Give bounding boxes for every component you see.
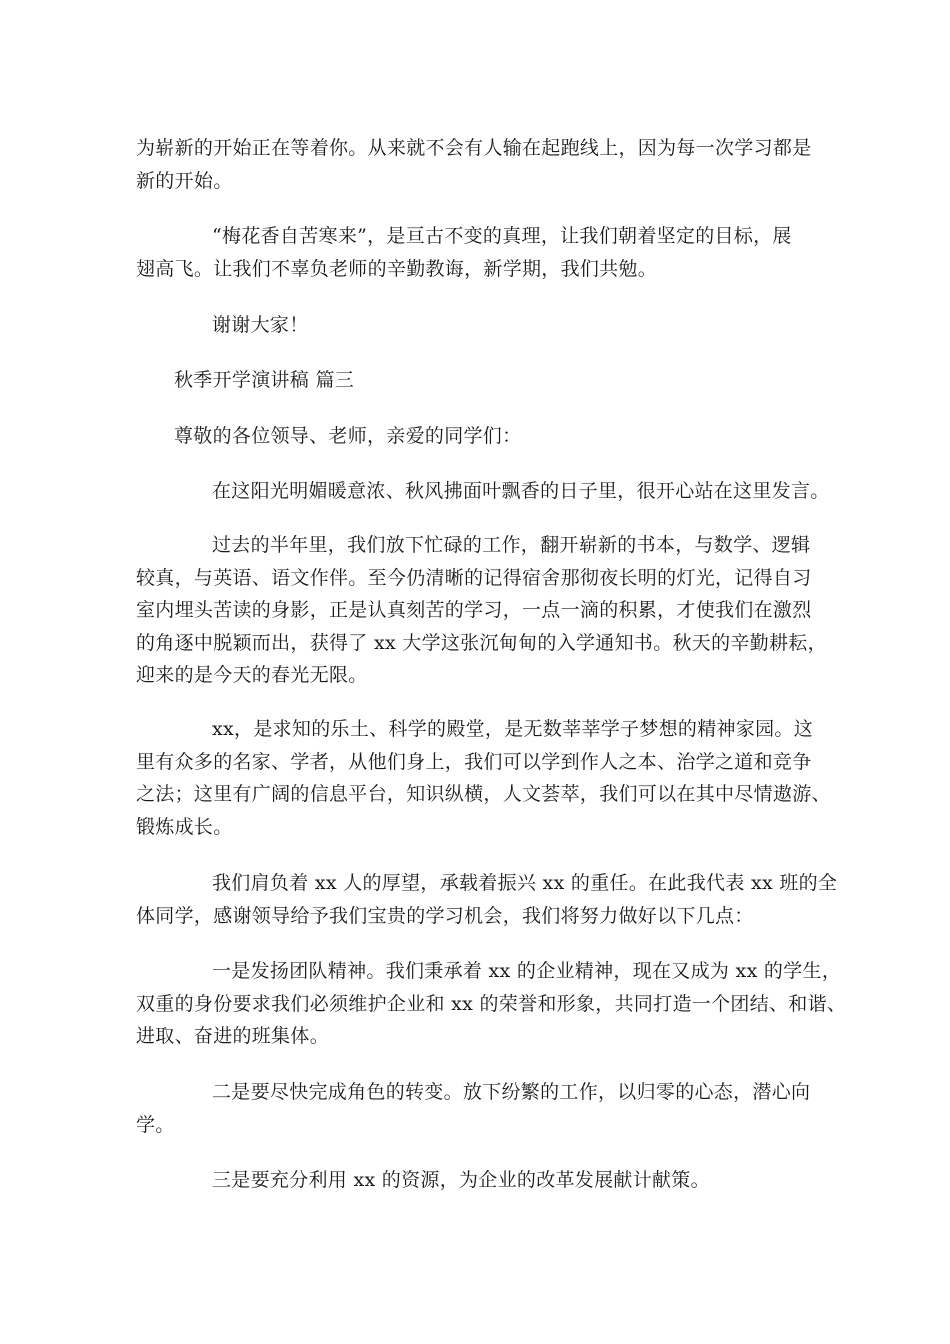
text-line: 二是要尽快完成角色的转变。放下纷繁的工作，以归零的心态，潜心向	[212, 1081, 811, 1103]
text-line: 三是要充分利用 xx 的资源，为企业的改革发展献计献策。	[212, 1169, 710, 1191]
paragraph	[136, 132, 816, 197]
paragraph	[136, 1164, 816, 1197]
paragraph	[136, 1076, 816, 1141]
text-line: 过去的半年里，我们放下忙碌的工作，翻开崭新的书本，与数学、逻辑	[212, 534, 811, 556]
text-line: 在这阳光明媚暖意浓、秋风拂面叶飘香的日子里，很开心站在这里发言。	[212, 480, 830, 502]
text-line: 翅高飞。让我们不辜负老师的辛勤教诲，新学期，我们共勉。	[136, 257, 658, 280]
text-line: 新的开始。	[136, 169, 233, 192]
text-line: 秋季开学演讲稿 篇三	[174, 369, 355, 391]
text-line: 的角逐中脱颖而出，获得了 xx 大学这张沉甸甸的入学通知书。秋天的辛勤耕耘，	[136, 631, 827, 654]
text-line: 尊敬的各位领导、老师，亲爱的同学们：	[174, 425, 522, 447]
text-line: “梅花香自苦寒来”，是亘古不变的真理，让我们朝着坚定的目标，展	[212, 225, 792, 247]
paragraph	[136, 309, 816, 342]
text-line: 一是发扬团队精神。我们秉承着 xx 的企业精神，现在又成为 xx 的学生，	[212, 960, 842, 982]
text-line: 学。	[136, 1113, 175, 1136]
paragraph	[136, 713, 831, 843]
salutation	[136, 420, 816, 453]
text-line: 进取、奋进的班集体。	[136, 1025, 330, 1047]
text-line: 里有众多的名家、学者，从他们身上，我们可以学到作人之本、治学之道和竞争	[136, 750, 812, 773]
text-line: 谢谢大家！	[212, 314, 309, 336]
text-line: 我们肩负着 xx 人的厚望，承载着振兴 xx 的重任。在此我代表 xx 班的全	[212, 872, 838, 894]
paragraph	[136, 867, 838, 932]
section-heading	[136, 364, 816, 397]
paragraph	[136, 529, 827, 692]
text-line: 迎来的是今天的春光无限。	[136, 664, 368, 686]
text-line: 室内埋头苦读的身影，正是认真刻苦的学习，一点一滴的积累，才使我们在激烈	[136, 599, 812, 621]
text-line: 较真，与英语、语文作伴。至今仍清晰的记得宿舍那彻夜长明的灯光，记得自习	[136, 566, 812, 589]
text-line: 锻炼成长。	[136, 815, 233, 838]
text-line: xx，是求知的乐土、科学的殿堂，是无数莘莘学子梦想的精神家园。这	[212, 718, 814, 740]
text-line: 之法；这里有广阔的信息平台，知识纵横，人文荟萃，我们可以在其中尽情遨游、	[136, 783, 831, 805]
text-line: 为崭新的开始正在等着你。从来就不会有人输在起跑线上，因为每一次学习都是	[136, 137, 812, 159]
paragraph	[136, 955, 847, 1053]
text-line: 双重的身份要求我们必须维护企业和 xx 的荣誉和形象，共同打造一个团结、和谐、	[136, 992, 847, 1015]
paragraph	[136, 220, 816, 285]
text-line: 体同学，感谢领导给予我们宝贵的学习机会，我们将努力做好以下几点：	[136, 904, 754, 927]
paragraph	[136, 475, 830, 508]
